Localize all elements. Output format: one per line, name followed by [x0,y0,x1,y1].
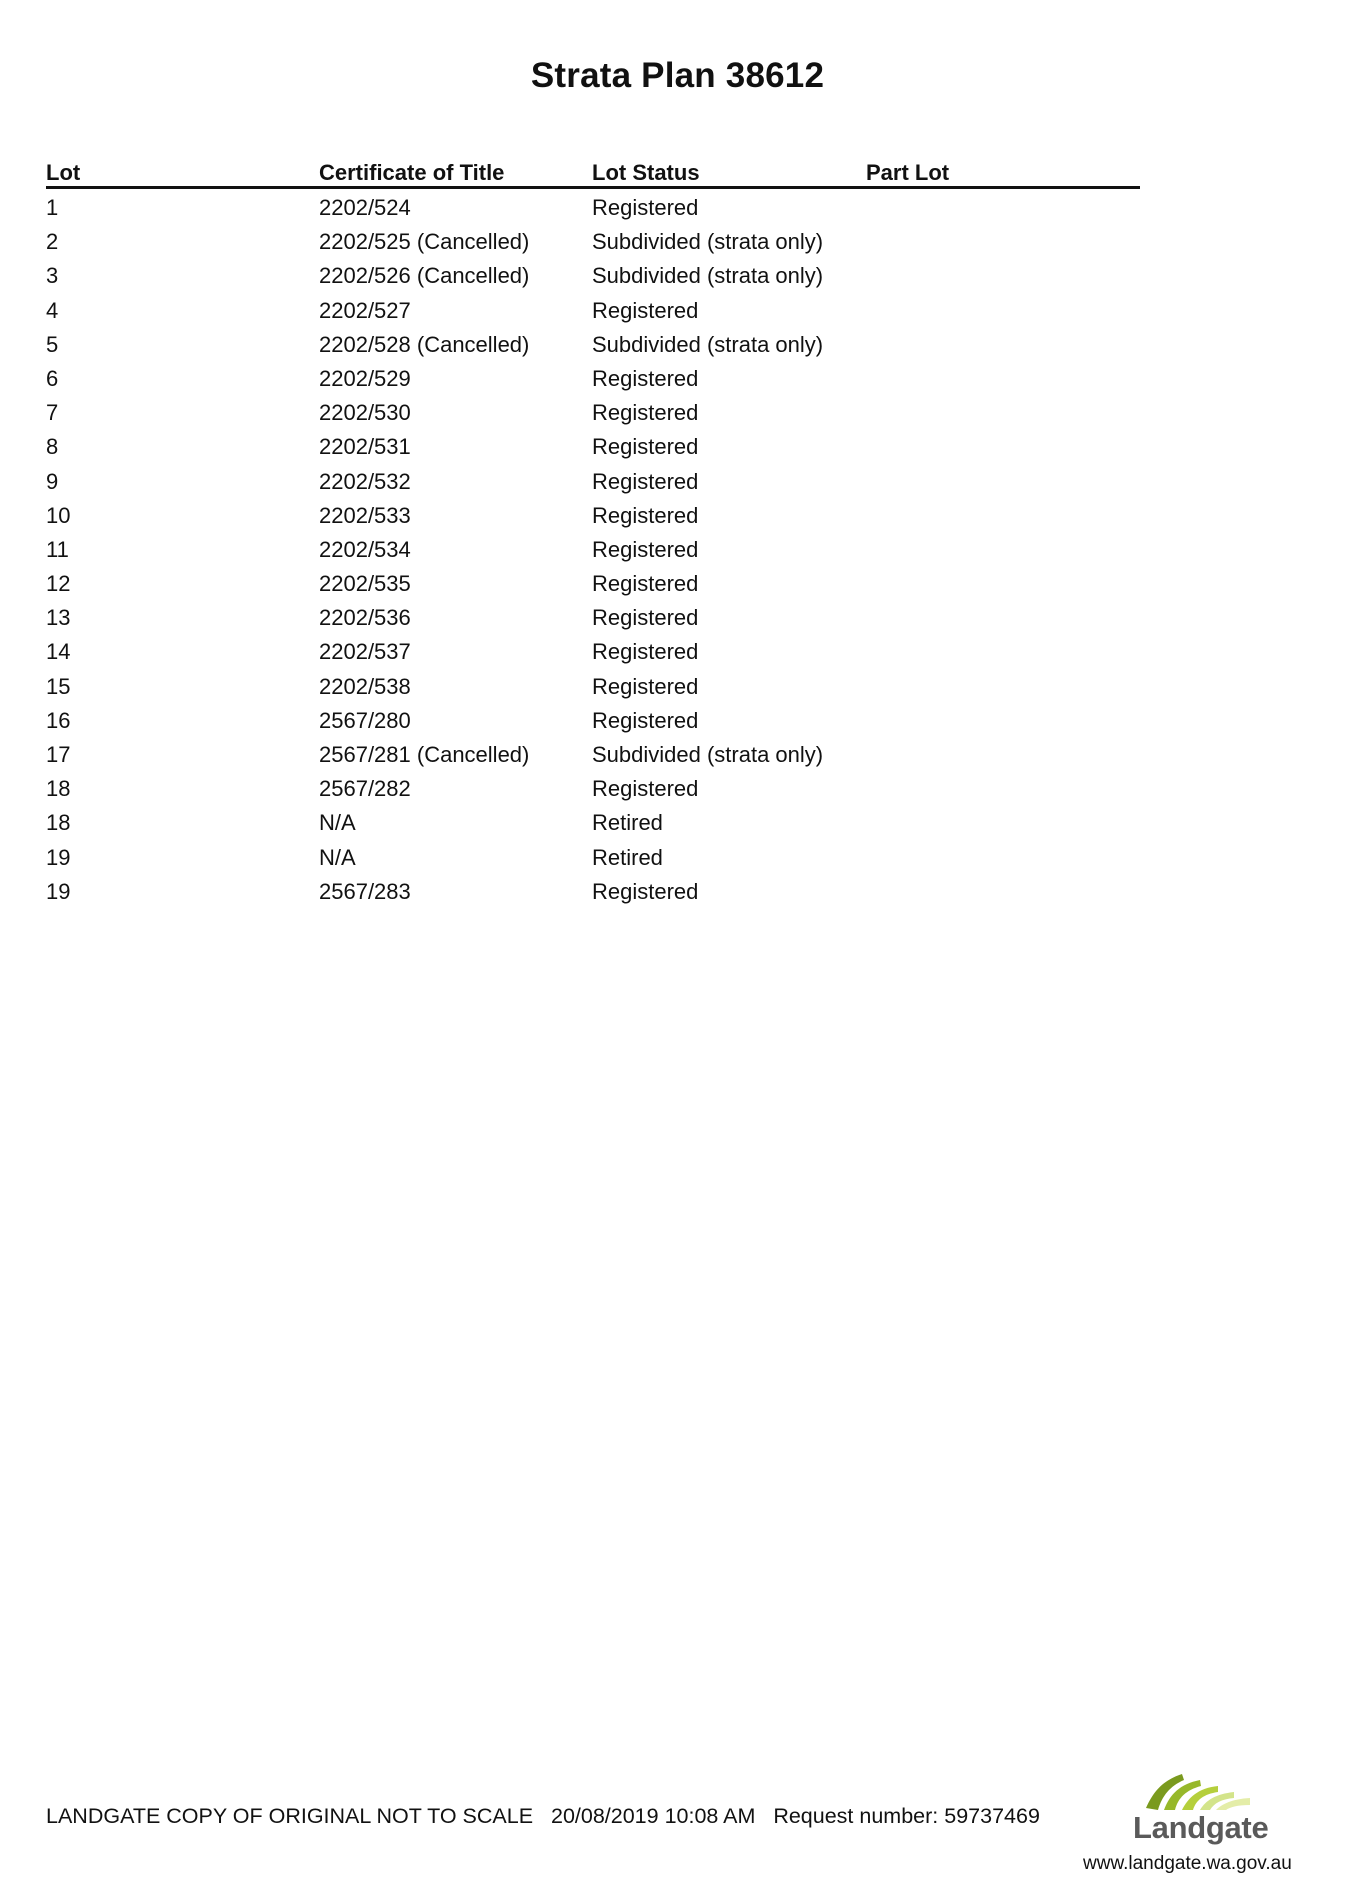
table-row [46,257,1140,291]
lot-status-cell: Registered [592,536,699,562]
lot-status-cell: Subdivided (strata only) [592,263,824,289]
lot-cell: 11 [46,536,69,562]
landgate-url: www.landgate.wa.gov.au [1083,1853,1292,1874]
certificate-of-title-cell: N/A [319,810,356,836]
certificate-of-title-cell: 2202/531 [319,434,411,460]
table-row [46,497,1140,531]
table-row [46,839,1140,873]
lot-status-cell: Registered [592,502,699,528]
certificate-of-title-cell: 2202/530 [319,400,411,426]
lot-status-cell: Subdivided (strata only) [592,331,824,357]
footer-notice-line [46,1804,1040,1829]
lot-status-cell: Registered [592,776,699,802]
lot-cell: 10 [46,502,71,528]
table-row [46,326,1140,360]
page-title: Strata Plan 38612 [530,56,825,95]
lot-status-cell: Retired [592,810,663,836]
lot-cell: 4 [46,297,59,323]
lot-status-cell: Registered [592,297,699,323]
lot-status-cell: Registered [592,707,699,733]
lot-cell: 18 [46,810,71,836]
table-row [46,360,1140,394]
table-row [46,770,1140,804]
table-row [46,531,1140,565]
lot-status-cell: Registered [592,400,699,426]
table-row [46,599,1140,633]
certificate-of-title-cell: 2567/280 [319,707,411,733]
table-row [46,565,1140,599]
lot-status-cell: Registered [592,434,699,460]
lot-cell: 2 [46,229,59,255]
table-row [46,873,1140,907]
lot-cell: 17 [46,742,71,767]
lot-status-cell: Registered [592,468,699,494]
table-row [46,804,1140,838]
lot-status-cell: Registered [592,639,699,665]
lot-status-cell: Subdivided (strata only) [592,742,824,767]
table-body [46,189,1140,907]
lot-status-cell: Registered [592,605,699,631]
lot-cell: 14 [46,639,71,665]
certificate-of-title-cell: 2202/527 [319,297,411,323]
table-row [46,292,1140,326]
lot-cell: 15 [46,673,71,699]
lot-status-cell: Registered [592,365,699,391]
certificate-of-title-cell: 2202/534 [319,536,411,562]
certificate-of-title-cell: 2202/525 (Cancelled) [319,229,530,255]
lot-cell: 1 [46,195,59,220]
certificate-of-title-cell: 2202/533 [319,502,411,528]
lot-cell: 13 [46,605,71,631]
lot-cell: 7 [46,400,59,426]
copy-notice: LANDGATE COPY OF ORIGINAL NOT TO SCALE [46,1804,534,1828]
certificate-of-title-cell: 2567/283 [319,878,411,904]
certificate-of-title-cell: 2202/536 [319,605,411,631]
lot-status-cell: Retired [592,844,663,870]
column-header-lot: Lot [46,160,81,185]
lot-cell: 8 [46,434,59,460]
column-header-part-lot: Part Lot [866,160,950,185]
lot-cell: 18 [46,776,71,802]
landgate-wordmark: Landgate [1133,1810,1269,1845]
lot-status-cell: Subdivided (strata only) [592,229,824,255]
certificate-of-title-cell: 2202/537 [319,639,411,665]
table-row [46,736,1140,770]
lot-cell: 6 [46,365,59,391]
table-row [46,702,1140,736]
print-datetime: 20/08/2019 10:08 AM [550,1804,756,1828]
column-header-lot-status: Lot Status [592,160,700,185]
certificate-of-title-cell: 2202/529 [319,365,411,391]
lot-cell: 5 [46,331,59,357]
lot-status-cell: Registered [592,195,699,220]
lot-cell: 19 [46,844,71,870]
table-row [46,189,1140,223]
table-row [46,428,1140,462]
certificate-of-title-cell: 2567/281 (Cancelled) [319,742,530,767]
table-row [46,668,1140,702]
certificate-of-title-cell: 2202/524 [319,195,411,220]
table-row [46,463,1140,497]
table-row [46,223,1140,257]
certificate-of-title-cell: N/A [319,844,356,870]
certificate-of-title-cell: 2202/538 [319,673,411,699]
lot-status-cell: Registered [592,878,699,904]
certificate-of-title-cell: 2202/535 [319,571,411,597]
certificate-of-title-cell: 2567/282 [319,776,411,802]
lot-cell: 9 [46,468,59,494]
lot-cell: 19 [46,878,71,904]
table-header [46,158,1140,189]
lot-cell: 3 [46,263,59,289]
lot-status-cell: Registered [592,673,699,699]
lot-table [46,158,1140,907]
table-row [46,633,1140,667]
request-number: 59737469 [944,1804,1040,1828]
landgate-logo [1128,1772,1278,1852]
lot-cell: 16 [46,707,71,733]
lot-status-cell: Registered [592,571,699,597]
lot-cell: 12 [46,571,71,597]
certificate-of-title-cell: 2202/526 (Cancelled) [319,263,530,289]
landgate-leaf-arcs-icon [1142,1772,1262,1812]
certificate-of-title-cell: 2202/528 (Cancelled) [319,331,530,357]
certificate-of-title-cell: 2202/532 [319,468,411,494]
request-label: Request number: [773,1804,939,1828]
column-header-certificate-of-title: Certificate of Title [319,160,505,185]
table-row [46,394,1140,428]
